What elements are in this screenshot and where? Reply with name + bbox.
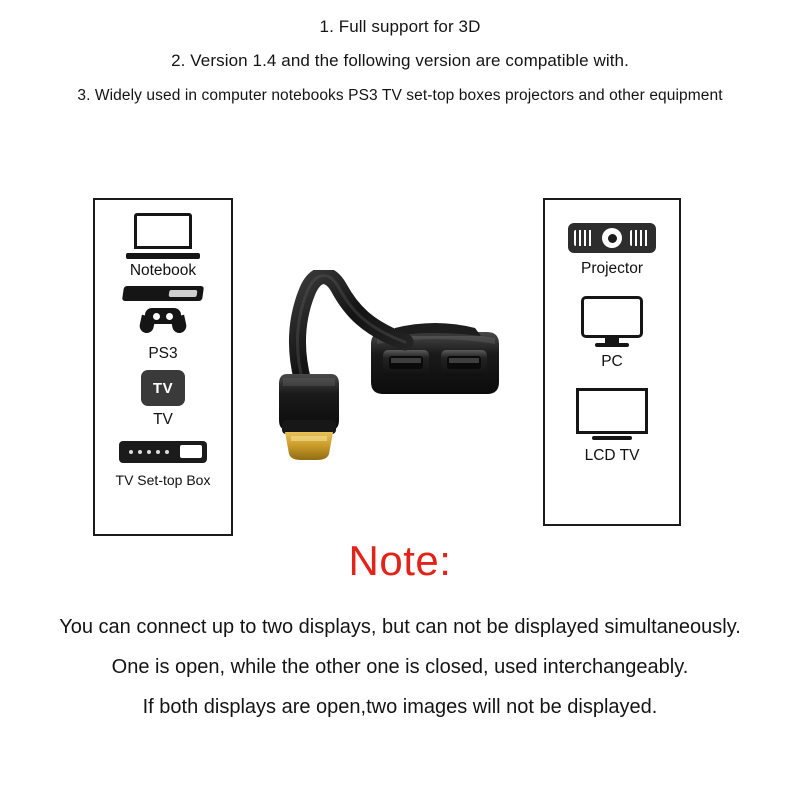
laptop-icon <box>95 212 231 260</box>
output-label-lcd-tv: LCD TV <box>584 447 640 465</box>
hdmi-splitter-cable <box>255 270 545 530</box>
output-item-projector <box>545 218 679 279</box>
note-line-2: One is open, while the other one is closed, used interchangeably. <box>111 656 689 678</box>
note-line-3: If both displays are open,two images will not be displayed. <box>142 696 658 718</box>
feature-item-1: 1. Full support for 3D <box>319 17 481 36</box>
source-label-tv: TV <box>153 411 173 429</box>
device-diagram <box>0 190 800 540</box>
feature-list <box>0 14 800 108</box>
source-label-ps3: PS3 <box>148 344 178 362</box>
monitor-icon <box>545 293 679 351</box>
note-line-1: You can connect up to two displays, but can not be displayed simultaneously. <box>59 616 741 638</box>
hdmi-male-plug <box>279 374 339 460</box>
source-item-set-top-box <box>95 434 231 489</box>
source-item-notebook <box>95 212 231 281</box>
tv-badge-text: TV <box>141 370 185 406</box>
projector-icon <box>545 218 679 258</box>
source-device-panel <box>93 198 233 536</box>
source-label-notebook: Notebook <box>129 262 197 279</box>
output-item-pc <box>545 293 679 372</box>
feature-item-2: 2. Version 1.4 and the following version are compatible with. <box>171 51 629 71</box>
feature-item-3: 3. Widely used in computer notebooks PS3 TV set-top boxes projectors and other equipment <box>77 86 723 104</box>
note-body <box>0 612 800 732</box>
output-device-panel <box>543 198 681 526</box>
note-title: Note: <box>348 537 452 584</box>
output-label-projector: Projector <box>580 260 644 277</box>
lcd-tv-icon <box>545 385 679 445</box>
source-label-set-top-box: TV Set-top Box <box>115 471 211 488</box>
output-item-lcd-tv <box>545 385 679 466</box>
tv-badge-icon <box>95 367 231 409</box>
output-label-pc: PC <box>601 352 623 370</box>
source-item-ps3 <box>95 285 231 364</box>
set-top-box-icon <box>95 434 231 470</box>
source-item-tv <box>95 367 231 430</box>
game-console-icon <box>95 285 231 343</box>
